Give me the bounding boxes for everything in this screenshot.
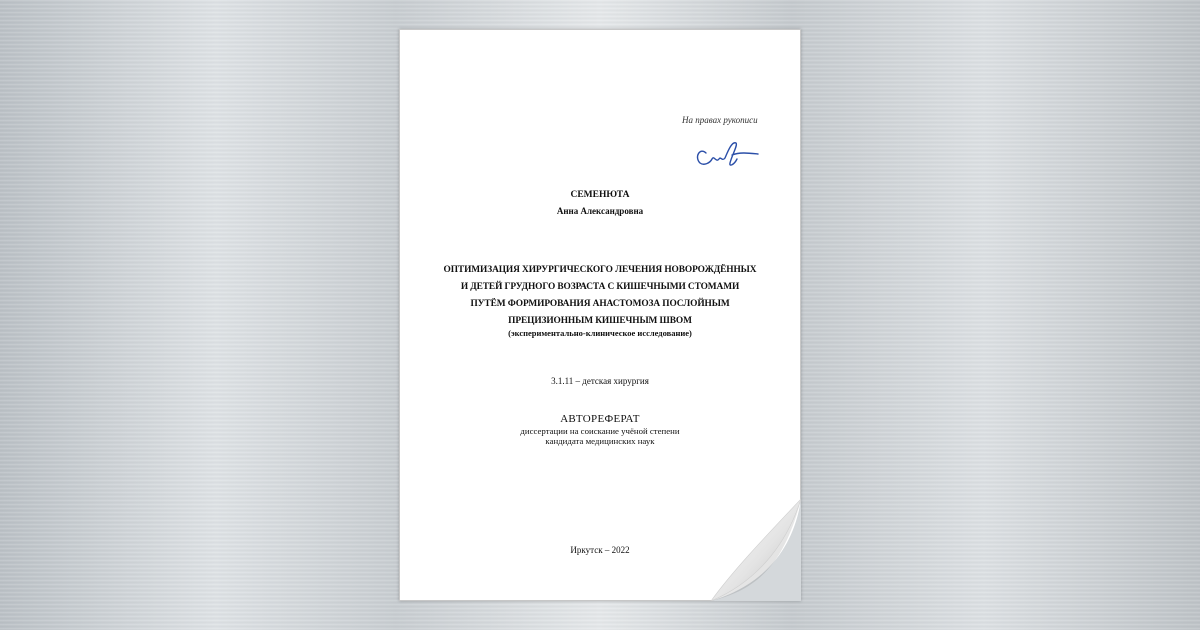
author-name: Анна Александровна <box>556 206 644 216</box>
city-year: Иркутск – 2022 <box>570 545 630 555</box>
specialty-code: 3.1.11 – детская хирургия <box>551 376 649 386</box>
degree-line: диссертации на соискание учёной степени <box>520 426 680 436</box>
dissertation-subtitle: (экспериментально-клиническое исследование) <box>508 328 692 338</box>
title-line: И ДЕТЕЙ ГРУДНОГО ВОЗРАСТА С КИШЕЧНЫМИ СТОМАМИ <box>460 282 740 292</box>
document-type: АВТОРЕФЕРАТ <box>560 413 640 425</box>
title-line: ОПТИМИЗАЦИЯ ХИРУРГИЧЕСКОГО ЛЕЧЕНИЯ НОВОРОЖДЁННЫХ <box>443 265 757 275</box>
author-surname: СЕМЕНЮТА <box>570 190 630 200</box>
manuscript-note: На правах рукописи <box>682 115 758 125</box>
title-line: ПУТЁМ ФОРМИРОВАНИЯ АНАСТОМОЗА ПОСЛОЙНЫМ <box>470 299 730 309</box>
degree-line: кандидата медицинских наук <box>545 436 655 446</box>
signature-icon <box>692 133 762 173</box>
page-curl-icon <box>691 491 801 601</box>
document-page <box>399 29 801 601</box>
dissertation-title <box>400 262 800 330</box>
title-line: ПРЕЦИЗИОННЫМ КИШЕЧНЫМ ШВОМ <box>508 316 692 326</box>
degree-info <box>400 426 800 446</box>
